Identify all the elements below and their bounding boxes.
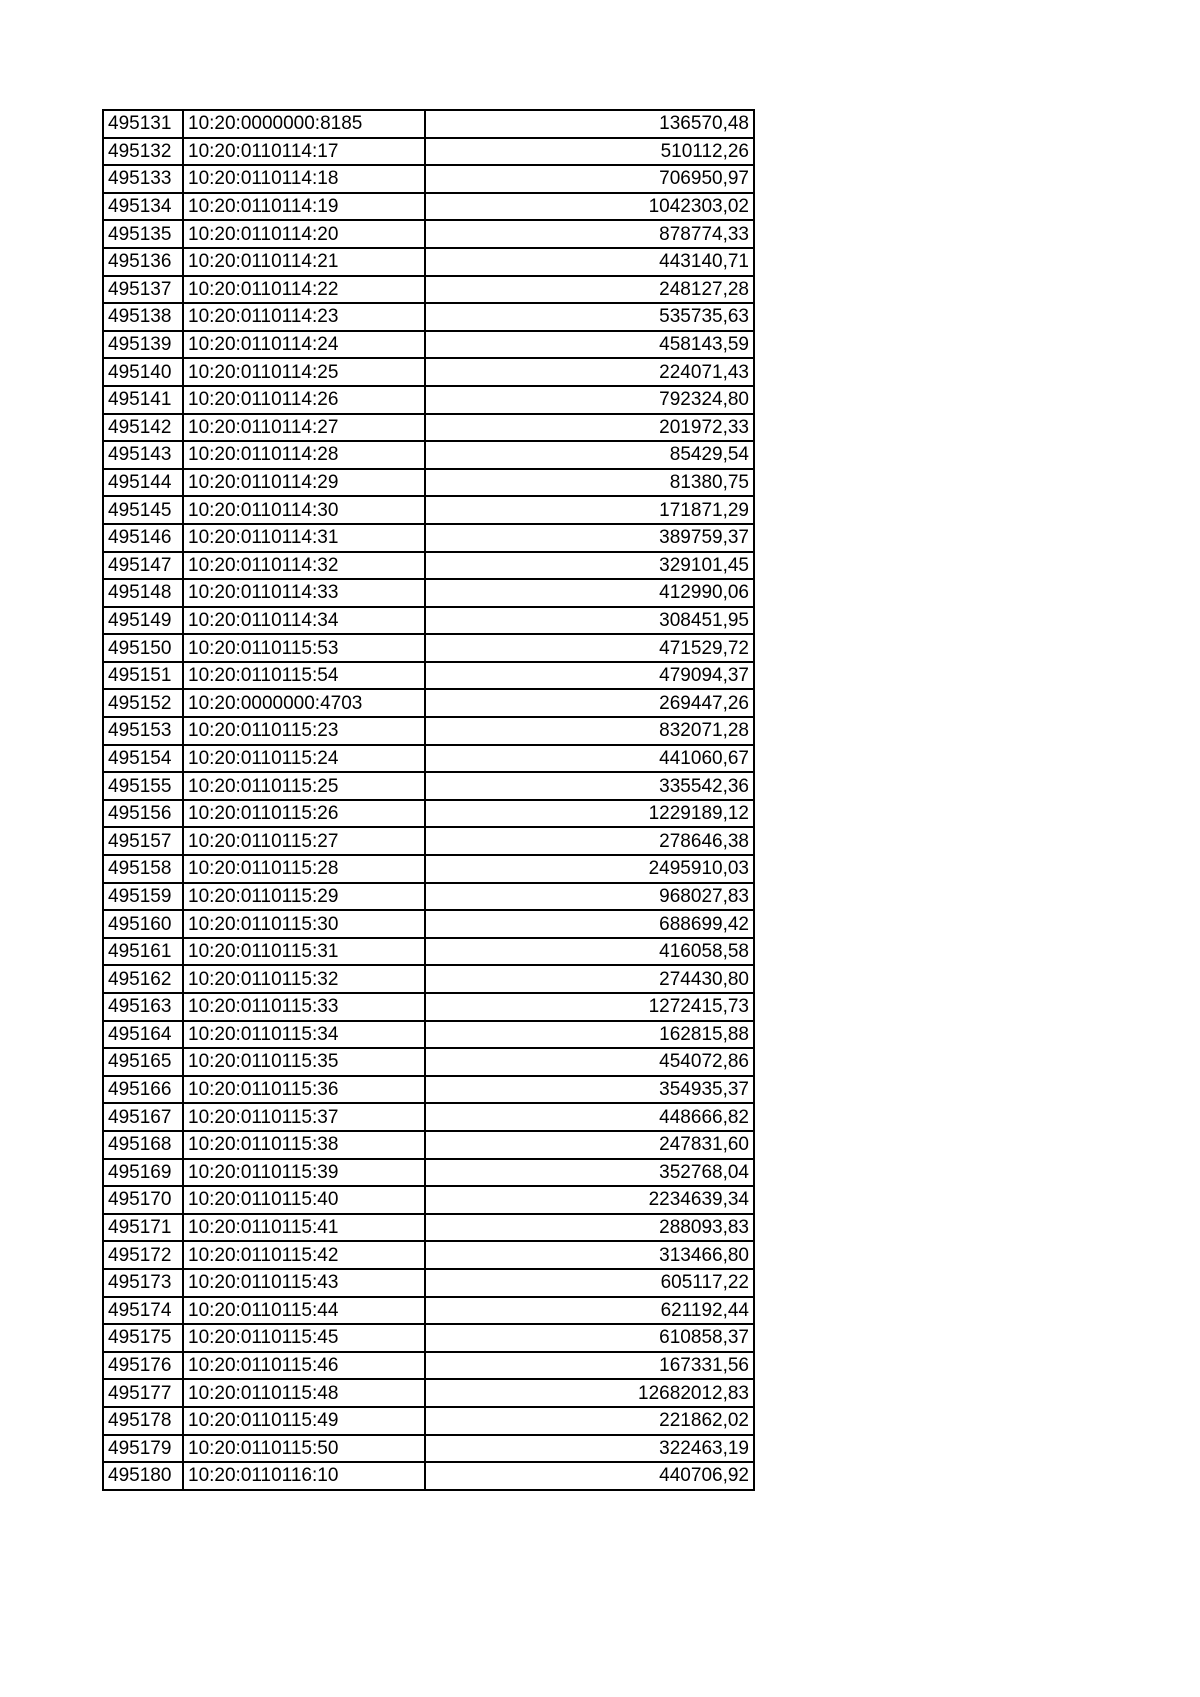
- row-id-cell: 495146: [103, 524, 183, 552]
- value-cell: 416058,58: [425, 938, 754, 966]
- row-id-cell: 495144: [103, 469, 183, 497]
- cadastral-number-cell: 10:20:0110115:28: [183, 855, 425, 883]
- cadastral-number-cell: 10:20:0110115:38: [183, 1131, 425, 1159]
- row-id-cell: 495145: [103, 496, 183, 524]
- cadastral-number-cell: 10:20:0110115:41: [183, 1214, 425, 1242]
- row-id-cell: 495147: [103, 552, 183, 580]
- value-cell: 248127,28: [425, 276, 754, 304]
- cadastral-number-cell: 10:20:0110114:23: [183, 303, 425, 331]
- value-cell: 441060,67: [425, 745, 754, 773]
- cadastral-number-cell: 10:20:0110114:32: [183, 552, 425, 580]
- table-row: [103, 193, 754, 221]
- table-row: [103, 1214, 754, 1242]
- table-row: [103, 441, 754, 469]
- table-row: [103, 717, 754, 745]
- row-id-cell: 495143: [103, 441, 183, 469]
- cadastral-number-cell: 10:20:0110115:35: [183, 1048, 425, 1076]
- table-row: [103, 469, 754, 497]
- table-row: [103, 745, 754, 773]
- value-cell: 412990,06: [425, 579, 754, 607]
- value-cell: 85429,54: [425, 441, 754, 469]
- table-row: [103, 1076, 754, 1104]
- row-id-cell: 495153: [103, 717, 183, 745]
- cadastral-number-cell: 10:20:0110115:23: [183, 717, 425, 745]
- table-row: [103, 414, 754, 442]
- row-id-cell: 495159: [103, 883, 183, 911]
- cadastral-number-cell: 10:20:0110115:31: [183, 938, 425, 966]
- row-id-cell: 495177: [103, 1379, 183, 1407]
- value-cell: 1272415,73: [425, 993, 754, 1021]
- table-row: [103, 1407, 754, 1435]
- value-cell: 832071,28: [425, 717, 754, 745]
- cadastral-number-cell: 10:20:0110114:29: [183, 469, 425, 497]
- row-id-cell: 495152: [103, 689, 183, 717]
- table-row: [103, 165, 754, 193]
- table-row: [103, 248, 754, 276]
- table-row: [103, 662, 754, 690]
- row-id-cell: 495164: [103, 1021, 183, 1049]
- row-id-cell: 495168: [103, 1131, 183, 1159]
- value-cell: 688699,42: [425, 910, 754, 938]
- cadastral-number-cell: 10:20:0110114:28: [183, 441, 425, 469]
- row-id-cell: 495179: [103, 1435, 183, 1463]
- cadastral-number-cell: 10:20:0110115:49: [183, 1407, 425, 1435]
- value-cell: 278646,38: [425, 827, 754, 855]
- row-id-cell: 495176: [103, 1352, 183, 1380]
- row-id-cell: 495160: [103, 910, 183, 938]
- table-row: [103, 496, 754, 524]
- cadastral-number-cell: 10:20:0110115:46: [183, 1352, 425, 1380]
- cadastral-number-cell: 10:20:0110115:27: [183, 827, 425, 855]
- value-cell: 162815,88: [425, 1021, 754, 1049]
- cadastral-number-cell: 10:20:0110115:25: [183, 772, 425, 800]
- cadastral-number-cell: 10:20:0110114:25: [183, 358, 425, 386]
- value-cell: 329101,45: [425, 552, 754, 580]
- table-row: [103, 1241, 754, 1269]
- row-id-cell: 495170: [103, 1186, 183, 1214]
- row-id-cell: 495155: [103, 772, 183, 800]
- value-cell: 535735,63: [425, 303, 754, 331]
- table-row: [103, 1131, 754, 1159]
- row-id-cell: 495140: [103, 358, 183, 386]
- cadastral-number-cell: 10:20:0110114:20: [183, 220, 425, 248]
- cadastral-number-cell: 10:20:0110115:33: [183, 993, 425, 1021]
- table-row: [103, 607, 754, 635]
- table-row: [103, 386, 754, 414]
- table-row: [103, 1297, 754, 1325]
- row-id-cell: 495132: [103, 138, 183, 166]
- cadastral-number-cell: 10:20:0110114:22: [183, 276, 425, 304]
- table-row: [103, 1352, 754, 1380]
- table-row: [103, 1103, 754, 1131]
- table-row: [103, 358, 754, 386]
- table-row: [103, 800, 754, 828]
- cadastral-number-cell: 10:20:0000000:4703: [183, 689, 425, 717]
- row-id-cell: 495149: [103, 607, 183, 635]
- table-row: [103, 772, 754, 800]
- table-row: [103, 1048, 754, 1076]
- cadastral-number-cell: 10:20:0110115:44: [183, 1297, 425, 1325]
- table-row: [103, 1324, 754, 1352]
- cadastral-number-cell: 10:20:0110116:10: [183, 1462, 425, 1490]
- cadastral-number-cell: 10:20:0000000:8185: [183, 110, 425, 138]
- row-id-cell: 495171: [103, 1214, 183, 1242]
- value-cell: 479094,37: [425, 662, 754, 690]
- value-cell: 352768,04: [425, 1159, 754, 1187]
- value-cell: 224071,43: [425, 358, 754, 386]
- value-cell: 171871,29: [425, 496, 754, 524]
- table-row: [103, 883, 754, 911]
- value-cell: 706950,97: [425, 165, 754, 193]
- cadastral-number-cell: 10:20:0110115:32: [183, 965, 425, 993]
- table-row: [103, 1159, 754, 1187]
- value-cell: 201972,33: [425, 414, 754, 442]
- row-id-cell: 495169: [103, 1159, 183, 1187]
- table-row: [103, 579, 754, 607]
- value-cell: 308451,95: [425, 607, 754, 635]
- cadastral-number-cell: 10:20:0110114:34: [183, 607, 425, 635]
- value-cell: 81380,75: [425, 469, 754, 497]
- row-id-cell: 495166: [103, 1076, 183, 1104]
- cadastral-number-cell: 10:20:0110115:50: [183, 1435, 425, 1463]
- row-id-cell: 495139: [103, 331, 183, 359]
- row-id-cell: 495162: [103, 965, 183, 993]
- value-cell: 313466,80: [425, 1241, 754, 1269]
- row-id-cell: 495174: [103, 1297, 183, 1325]
- value-cell: 454072,86: [425, 1048, 754, 1076]
- value-cell: 354935,37: [425, 1076, 754, 1104]
- value-cell: 2234639,34: [425, 1186, 754, 1214]
- value-cell: 792324,80: [425, 386, 754, 414]
- row-id-cell: 495154: [103, 745, 183, 773]
- cadastral-number-cell: 10:20:0110115:40: [183, 1186, 425, 1214]
- cadastral-number-cell: 10:20:0110114:18: [183, 165, 425, 193]
- value-cell: 448666,82: [425, 1103, 754, 1131]
- row-id-cell: 495161: [103, 938, 183, 966]
- value-cell: 968027,83: [425, 883, 754, 911]
- value-cell: 167331,56: [425, 1352, 754, 1380]
- row-id-cell: 495175: [103, 1324, 183, 1352]
- table-row: [103, 910, 754, 938]
- table-row: [103, 1021, 754, 1049]
- row-id-cell: 495135: [103, 220, 183, 248]
- row-id-cell: 495137: [103, 276, 183, 304]
- value-cell: 274430,80: [425, 965, 754, 993]
- row-id-cell: 495180: [103, 1462, 183, 1490]
- table-row: [103, 552, 754, 580]
- table-row: [103, 331, 754, 359]
- value-cell: 322463,19: [425, 1435, 754, 1463]
- value-cell: 610858,37: [425, 1324, 754, 1352]
- cadastral-number-cell: 10:20:0110115:36: [183, 1076, 425, 1104]
- cadastral-number-cell: 10:20:0110115:30: [183, 910, 425, 938]
- table-row: [103, 1462, 754, 1490]
- row-id-cell: 495138: [103, 303, 183, 331]
- table-row: [103, 1379, 754, 1407]
- row-id-cell: 495151: [103, 662, 183, 690]
- table-row: [103, 689, 754, 717]
- row-id-cell: 495148: [103, 579, 183, 607]
- row-id-cell: 495158: [103, 855, 183, 883]
- row-id-cell: 495156: [103, 800, 183, 828]
- row-id-cell: 495150: [103, 634, 183, 662]
- value-cell: 12682012,83: [425, 1379, 754, 1407]
- cadastral-number-cell: 10:20:0110114:24: [183, 331, 425, 359]
- row-id-cell: 495133: [103, 165, 183, 193]
- value-cell: 605117,22: [425, 1269, 754, 1297]
- row-id-cell: 495163: [103, 993, 183, 1021]
- row-id-cell: 495134: [103, 193, 183, 221]
- value-cell: 1042303,02: [425, 193, 754, 221]
- table-row: [103, 634, 754, 662]
- cadastral-number-cell: 10:20:0110115:39: [183, 1159, 425, 1187]
- cadastral-number-cell: 10:20:0110115:26: [183, 800, 425, 828]
- row-id-cell: 495141: [103, 386, 183, 414]
- row-id-cell: 495165: [103, 1048, 183, 1076]
- value-cell: 389759,37: [425, 524, 754, 552]
- table-row: [103, 938, 754, 966]
- cadastral-number-cell: 10:20:0110114:26: [183, 386, 425, 414]
- table-row: [103, 524, 754, 552]
- table-row: [103, 110, 754, 138]
- row-id-cell: 495178: [103, 1407, 183, 1435]
- row-id-cell: 495157: [103, 827, 183, 855]
- cadastral-number-cell: 10:20:0110114:19: [183, 193, 425, 221]
- data-table: [102, 109, 755, 1491]
- value-cell: 878774,33: [425, 220, 754, 248]
- cadastral-number-cell: 10:20:0110114:31: [183, 524, 425, 552]
- cadastral-number-cell: 10:20:0110115:53: [183, 634, 425, 662]
- row-id-cell: 495142: [103, 414, 183, 442]
- value-cell: 269447,26: [425, 689, 754, 717]
- value-cell: 335542,36: [425, 772, 754, 800]
- table-row: [103, 276, 754, 304]
- value-cell: 443140,71: [425, 248, 754, 276]
- cadastral-number-cell: 10:20:0110115:43: [183, 1269, 425, 1297]
- value-cell: 136570,48: [425, 110, 754, 138]
- table-row: [103, 138, 754, 166]
- cadastral-number-cell: 10:20:0110114:17: [183, 138, 425, 166]
- cadastral-number-cell: 10:20:0110115:24: [183, 745, 425, 773]
- table-row: [103, 1186, 754, 1214]
- value-cell: 510112,26: [425, 138, 754, 166]
- table-row: [103, 855, 754, 883]
- value-cell: 247831,60: [425, 1131, 754, 1159]
- cadastral-number-cell: 10:20:0110114:30: [183, 496, 425, 524]
- cadastral-number-cell: 10:20:0110115:34: [183, 1021, 425, 1049]
- table-row: [103, 1269, 754, 1297]
- value-cell: 1229189,12: [425, 800, 754, 828]
- cadastral-number-cell: 10:20:0110115:37: [183, 1103, 425, 1131]
- table-row: [103, 303, 754, 331]
- value-cell: 458143,59: [425, 331, 754, 359]
- cadastral-number-cell: 10:20:0110114:21: [183, 248, 425, 276]
- cadastral-number-cell: 10:20:0110115:54: [183, 662, 425, 690]
- table-row: [103, 1435, 754, 1463]
- value-cell: 2495910,03: [425, 855, 754, 883]
- cadastral-number-cell: 10:20:0110114:27: [183, 414, 425, 442]
- row-id-cell: 495173: [103, 1269, 183, 1297]
- cadastral-number-cell: 10:20:0110115:48: [183, 1379, 425, 1407]
- cadastral-number-cell: 10:20:0110115:45: [183, 1324, 425, 1352]
- table-row: [103, 993, 754, 1021]
- value-cell: 440706,92: [425, 1462, 754, 1490]
- value-cell: 221862,02: [425, 1407, 754, 1435]
- value-cell: 621192,44: [425, 1297, 754, 1325]
- value-cell: 288093,83: [425, 1214, 754, 1242]
- table-body: [103, 110, 754, 1490]
- row-id-cell: 495172: [103, 1241, 183, 1269]
- row-id-cell: 495167: [103, 1103, 183, 1131]
- cadastral-number-cell: 10:20:0110114:33: [183, 579, 425, 607]
- value-cell: 471529,72: [425, 634, 754, 662]
- table-row: [103, 965, 754, 993]
- cadastral-number-cell: 10:20:0110115:42: [183, 1241, 425, 1269]
- row-id-cell: 495136: [103, 248, 183, 276]
- table-row: [103, 827, 754, 855]
- cadastral-number-cell: 10:20:0110115:29: [183, 883, 425, 911]
- table-row: [103, 220, 754, 248]
- row-id-cell: 495131: [103, 110, 183, 138]
